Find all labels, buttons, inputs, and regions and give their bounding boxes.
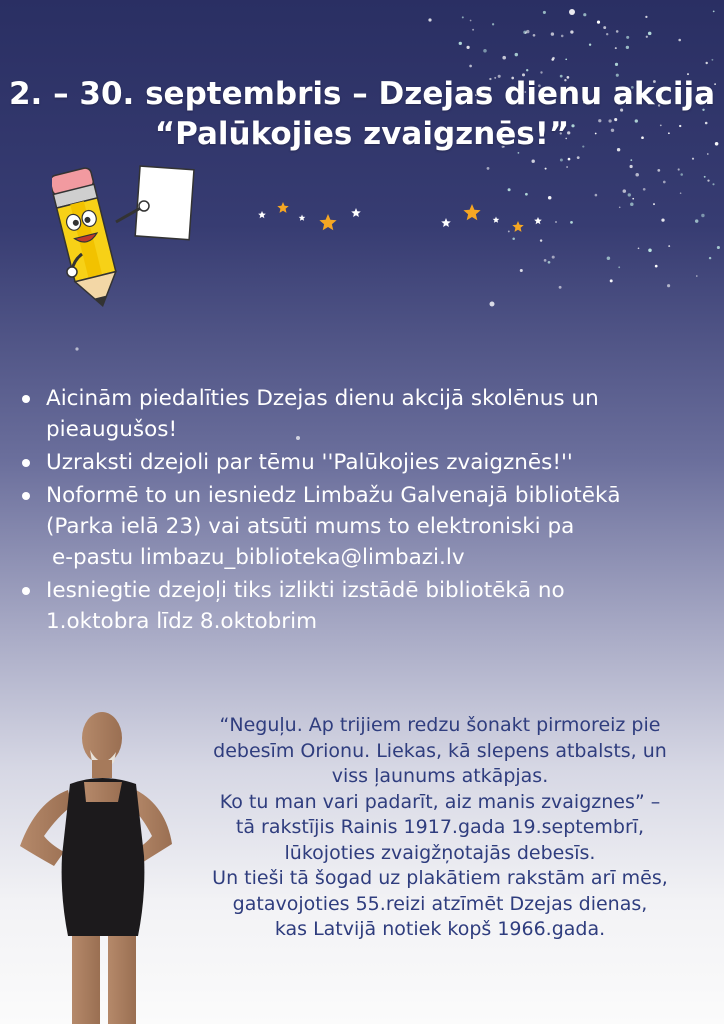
quote-line: gatavojoties 55.reizi atzīmēt Dzejas dienas, bbox=[232, 892, 648, 915]
star-icon bbox=[351, 208, 361, 217]
star-dot bbox=[561, 35, 564, 38]
star-icon bbox=[299, 215, 306, 221]
star-dot bbox=[648, 249, 652, 253]
star-icon bbox=[441, 218, 451, 227]
star-dot bbox=[551, 58, 554, 61]
star-dot bbox=[560, 159, 563, 162]
star-dot bbox=[680, 173, 683, 176]
star-dot bbox=[657, 169, 660, 172]
list-item-line: Noformē to un iesniedz Limbažu Galvenajā bibliotēkā bbox=[46, 483, 621, 508]
star-dot bbox=[619, 206, 621, 208]
star-dot bbox=[717, 246, 720, 249]
star-dot bbox=[704, 176, 706, 178]
star-dot bbox=[615, 47, 617, 49]
star-dot bbox=[515, 53, 518, 56]
star-dot bbox=[566, 166, 568, 168]
star-dot bbox=[678, 39, 681, 42]
star-dot bbox=[583, 13, 586, 16]
star-dot bbox=[543, 11, 546, 14]
star-dot bbox=[472, 29, 474, 31]
star-dot bbox=[692, 158, 694, 160]
star-dot bbox=[603, 26, 606, 29]
star-dot bbox=[597, 21, 600, 24]
rainis-photo bbox=[6, 706, 178, 1024]
list-item-line: Aicinām piedalīties Dzejas dienu akcijā skolēnus un bbox=[46, 386, 599, 411]
star-icon bbox=[463, 204, 480, 220]
star-dot bbox=[616, 30, 619, 33]
star-dot bbox=[707, 179, 709, 181]
star-dot bbox=[459, 42, 462, 45]
star-dot bbox=[577, 156, 580, 159]
list-item bbox=[18, 575, 708, 637]
star-dot bbox=[533, 34, 536, 37]
email-line: e-pastu limbazu_biblioteka@limbazi.lv bbox=[52, 545, 465, 570]
star-dot bbox=[661, 218, 664, 221]
crescent-moon-icon bbox=[384, 189, 426, 249]
star-icon bbox=[277, 202, 288, 213]
quote-line: Ko tu man vari padarīt, aiz manis zvaigznes” – bbox=[219, 790, 661, 813]
star-dot bbox=[470, 20, 472, 22]
star-dot bbox=[559, 286, 562, 289]
star-dot bbox=[462, 16, 464, 18]
star-dot bbox=[629, 165, 632, 168]
quote-line: Un tieši tā šogad uz plakātiem rakstām arī mēs, bbox=[212, 867, 668, 889]
star-dot bbox=[552, 256, 555, 259]
star-dot bbox=[626, 46, 629, 49]
star-dot bbox=[618, 266, 620, 268]
list-item bbox=[18, 447, 708, 478]
star-dot bbox=[626, 36, 629, 39]
star-dot bbox=[526, 69, 528, 71]
quote-line: kas Latvijā notiek kopš 1966.gada. bbox=[274, 918, 606, 940]
star-dot bbox=[531, 159, 534, 162]
list-item bbox=[18, 383, 708, 445]
list-item-line: pieaugušos! bbox=[46, 417, 178, 442]
pencil-mascot-icon bbox=[52, 162, 202, 310]
star-dot bbox=[555, 221, 557, 223]
star-dot bbox=[709, 257, 711, 259]
star-dot bbox=[551, 32, 554, 35]
star-dot bbox=[466, 46, 469, 49]
star-dot bbox=[668, 245, 670, 247]
star-dot bbox=[565, 58, 567, 60]
star-dot bbox=[646, 36, 648, 38]
star-dot bbox=[548, 261, 551, 264]
star-dot bbox=[623, 189, 627, 193]
star-dot bbox=[545, 168, 547, 170]
star-dot bbox=[696, 275, 698, 277]
list-item bbox=[18, 480, 708, 573]
star-dot bbox=[648, 32, 652, 36]
star-dot bbox=[595, 194, 598, 197]
star-dot bbox=[544, 259, 547, 262]
star-dot bbox=[610, 279, 613, 282]
star-dot bbox=[678, 168, 680, 170]
quote-line: “Neguļu. Ap trijiem redzu šonakt pirmoreiz pie bbox=[219, 714, 661, 736]
star-dot bbox=[635, 173, 639, 177]
list-item-line: Iesniegtie dzejoļi tiks izlikti izstādē bibliotēkā no bbox=[46, 578, 565, 603]
star-dot bbox=[570, 30, 573, 33]
title-line-2: “Palūkojies zvaigznēs!” bbox=[154, 116, 570, 152]
star-dot bbox=[680, 192, 682, 194]
list-item-line: Uzraksti dzejoli par tēmu ''Palūkojies zvaigznēs!'' bbox=[46, 450, 573, 475]
quote-line: lūkojoties zvaigžņotajās debesīs. bbox=[284, 841, 596, 864]
star-dot bbox=[632, 198, 634, 200]
star-dot bbox=[525, 32, 527, 34]
star-dot bbox=[645, 16, 647, 18]
star-dot bbox=[469, 65, 472, 68]
star-icon bbox=[534, 217, 542, 224]
list-item-line: (Parka ielā 23) vai atsūti mums to elektroniski pa bbox=[46, 514, 575, 539]
star-dot bbox=[492, 23, 494, 25]
list-item-line: 1.oktobra līdz 8.oktobrim bbox=[46, 609, 318, 634]
star-dot bbox=[630, 202, 634, 206]
info-list bbox=[18, 383, 708, 639]
star-dot bbox=[712, 183, 714, 185]
star-dot bbox=[589, 44, 591, 46]
star-dot bbox=[663, 181, 666, 184]
title-line-1: 2. – 30. septembris – Dzejas dienu akcija bbox=[8, 76, 716, 112]
star-dot bbox=[638, 247, 640, 249]
star-dot bbox=[643, 188, 646, 191]
star-dot bbox=[570, 221, 573, 224]
moon-and-stars bbox=[250, 185, 550, 255]
star-dot bbox=[713, 11, 715, 13]
quote-line: viss ļaunums atkāpjas. bbox=[331, 765, 549, 787]
star-icon bbox=[512, 221, 523, 232]
star-dot bbox=[630, 159, 632, 161]
star-dot bbox=[653, 203, 655, 205]
star-dot bbox=[711, 59, 713, 61]
star-dot bbox=[487, 167, 490, 170]
star-dot bbox=[568, 158, 571, 161]
quote-line: tā rakstījis Rainis 1917.gada 19.septembrī, bbox=[235, 816, 645, 838]
star-dot bbox=[607, 257, 611, 261]
star-dot bbox=[701, 214, 704, 217]
rainis-quote bbox=[170, 713, 710, 943]
star-dot bbox=[655, 265, 658, 268]
star-dot bbox=[705, 62, 707, 64]
star-dot bbox=[483, 49, 487, 53]
star-dot bbox=[502, 56, 506, 60]
star-icon bbox=[258, 211, 266, 218]
star-icon bbox=[319, 214, 336, 230]
star-dot bbox=[667, 284, 670, 287]
star-dot bbox=[695, 219, 698, 222]
star-dot bbox=[520, 269, 523, 272]
page-title bbox=[0, 74, 724, 154]
star-dot bbox=[606, 33, 608, 35]
quote-line: debesīm Orionu. Liekas, kā slepens atbalsts, un bbox=[213, 739, 667, 762]
star-dot bbox=[628, 193, 631, 196]
star-icon bbox=[493, 217, 500, 223]
star-dot bbox=[615, 63, 618, 66]
